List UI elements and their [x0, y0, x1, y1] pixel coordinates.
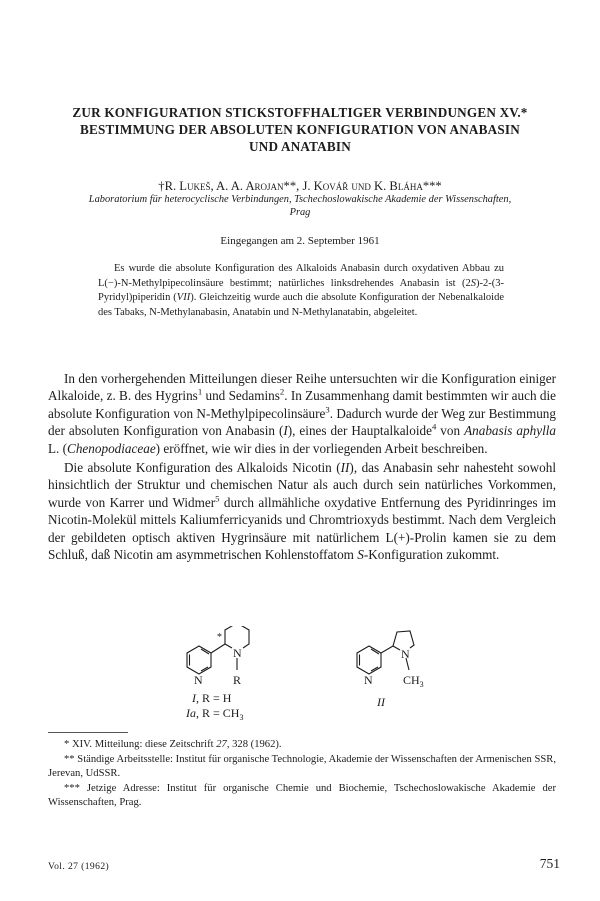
compound-ref-ii: II	[340, 460, 350, 476]
structure-i-r-group: R	[233, 673, 242, 687]
p1-text-c: . In Zusammenhang damit bestimmten wir auch die absolute Konfiguration von N-Methylpipecolinsäure	[48, 388, 556, 421]
footnote-3: *** Jetzige Adresse: Institut für organische Chemie und Biochemie, Tschechoslowakische Akademie der Wissenschaften, Prag.	[48, 782, 556, 809]
footnote-1	[48, 738, 556, 753]
p1-text-d: . Dadurch wurde der Weg zur Bestimmung der absoluten Konfiguration von Anabasin (	[48, 405, 556, 439]
structure-ia-label-num: Ia	[186, 706, 196, 720]
ref-5: 5	[215, 493, 220, 504]
structure-ii-methyl-sub: 3	[419, 680, 424, 689]
p2-text-e: -Konfiguration zukommt.	[363, 547, 500, 563]
laboratory-affiliation	[30, 193, 570, 219]
structure-i-piperidine-ring	[225, 626, 249, 648]
structure-i-label-eq: , R = H	[196, 691, 232, 705]
structure-ia-label-eq: , R = CH	[196, 706, 240, 720]
structure-ia-label	[185, 706, 243, 722]
received-date: Eingegangen am 2. September 1961	[220, 235, 380, 247]
title-line-2: BESTIMMUNG DER ABSOLUTEN KONFIGURATION VON ANABASIN	[80, 122, 520, 137]
p2-config: L(+)	[385, 529, 410, 545]
plant-family: Chenopodiaceae	[67, 440, 156, 456]
structure-i-piperidine-n: N	[233, 646, 242, 660]
structure-ii-pyrrolidine-n: N	[401, 647, 410, 661]
ref-3: 3	[325, 404, 330, 415]
structure-i-ring-bond	[211, 644, 225, 653]
structure-i-label-num: I	[192, 691, 196, 705]
abstract-compound-ref: VII	[176, 292, 191, 304]
structure-ii-ring-bond	[381, 646, 393, 653]
p2-text-d: -Prolin kamen sie zu dem Schluß, daß Nicotin am asymmetrischen Kohlenstoffatom	[48, 529, 556, 563]
structure-ii-methyl-ch: CH	[403, 673, 420, 687]
ref-4: 4	[431, 421, 437, 432]
structure-ii-pyridine-ring	[357, 646, 381, 674]
structure-i-label	[191, 691, 232, 705]
p2-text-c: durch allmähliche oxydative Entfernung des Pyridinringes im Nicotin-Molekül mittels Kaliumferricyanids und Chromtrioxyds bestimmt. Nach dem Vergleich der gebildeten optisch aktiven Hygrinsäure mit natürlichem	[48, 494, 556, 545]
paragraph-1	[48, 370, 556, 457]
structure-ii-methyl	[403, 673, 424, 689]
footnotes	[48, 738, 556, 811]
footnote-1-rest: , 328 (1962).	[226, 739, 282, 750]
species-author: L. (	[48, 440, 68, 456]
title-line-3: UND ANATABIN	[249, 139, 351, 154]
laboratory-name: Laboratorium für heterocyclische Verbindungen, Tschechoslowakische Akademie der Wissenschaften,	[88, 194, 512, 205]
p1-text-g: ) eröffnet, wie wir dies in der vorliegenden Arbeit beschreiben.	[155, 440, 488, 456]
p1-text-b: und Sedamins	[202, 388, 280, 404]
abstract-config: L(−)	[98, 277, 118, 289]
species-name: Anabasis aphylla	[464, 423, 556, 439]
author-list: †R. Lukeš, A. A. Arojan**, J. Kovář und K. Bláha***	[158, 179, 442, 193]
abstract-text-4: ). Gleichzeitig wurde auch die absolute Konfiguration der Nebenalkaloide des Tabaks, N-Methylanabasin, Anatabin und N-Methylanatabin, abgeleitet.	[98, 292, 505, 318]
paragraph-2	[48, 459, 556, 563]
footnote-2: ** Ständige Arbeitsstelle: Institut für organische Technologie, Akademie der Wissenschaften der Armenischen SSR, Jerevan, UdSSR.	[48, 753, 556, 780]
page-number: 751	[539, 856, 560, 871]
p2-text-a: Die absolute Konfiguration des Alkaloids Nicotin (	[64, 460, 341, 476]
p1-text-e: ), eines der Hauptalkaloide	[287, 423, 432, 439]
abstract	[98, 262, 504, 320]
footnote-divider	[48, 732, 128, 733]
footnote-1-text: XIV. Mitteilung: diese Zeitschrift	[71, 739, 217, 750]
body-text	[48, 370, 556, 563]
compound-ref-i: I	[283, 423, 288, 439]
structure-ia-label-sub: 3	[239, 713, 244, 722]
ref-1: 1	[197, 387, 203, 398]
abstract-text-3: )-2-(3-Pyridyl)piperidin (	[98, 277, 504, 304]
article-title	[30, 104, 570, 155]
laboratory-city: Prag	[289, 207, 311, 218]
structure-i-pyridine-n: N	[194, 673, 203, 687]
abstract-text-1: Es wurde die absolute Konfiguration des Alkaloids Anabasin durch oxydativen Abbau zu	[114, 263, 504, 274]
ref-2: 2	[279, 387, 285, 398]
structure-ii-label: II	[377, 695, 385, 709]
journal-volume: Vol. 27 (1962)	[48, 861, 110, 872]
title-line-1: ZUR KONFIGURATION STICKSTOFFHALTIGER VERBINDUNGEN XV.*	[72, 105, 528, 120]
p1-text-f: von	[436, 423, 465, 439]
structure-i-star: *	[217, 632, 222, 643]
abstract-text-2: -N-Methylpipecolinsäure bestimmt; natürliches linksdrehendes Anabasin ist (2	[117, 277, 471, 289]
footnote-1-mark: *	[64, 739, 72, 750]
structure-ii-pyridine-n: N	[364, 673, 373, 687]
structure-i-pyridine-ring	[187, 646, 211, 674]
chemical-structures-figure	[170, 626, 430, 726]
p1-text-a: In den vorhergehenden Mitteilungen dieser Reihe untersuchten wir die Konfiguration einiger Alkaloide, z. B. des Hygrins	[48, 371, 556, 404]
p2-text-b: ), das Anabasin sehr nahesteht sowohl hinsichtlich der Struktur und chemischen Natur als auch durch sein natürliches Vorkommen, wurde von Karrer und Widmer	[48, 460, 556, 510]
p2-s-config: S	[357, 547, 364, 563]
abstract-s-config: S	[470, 277, 477, 289]
footnote-1-volume: 27	[216, 739, 227, 750]
